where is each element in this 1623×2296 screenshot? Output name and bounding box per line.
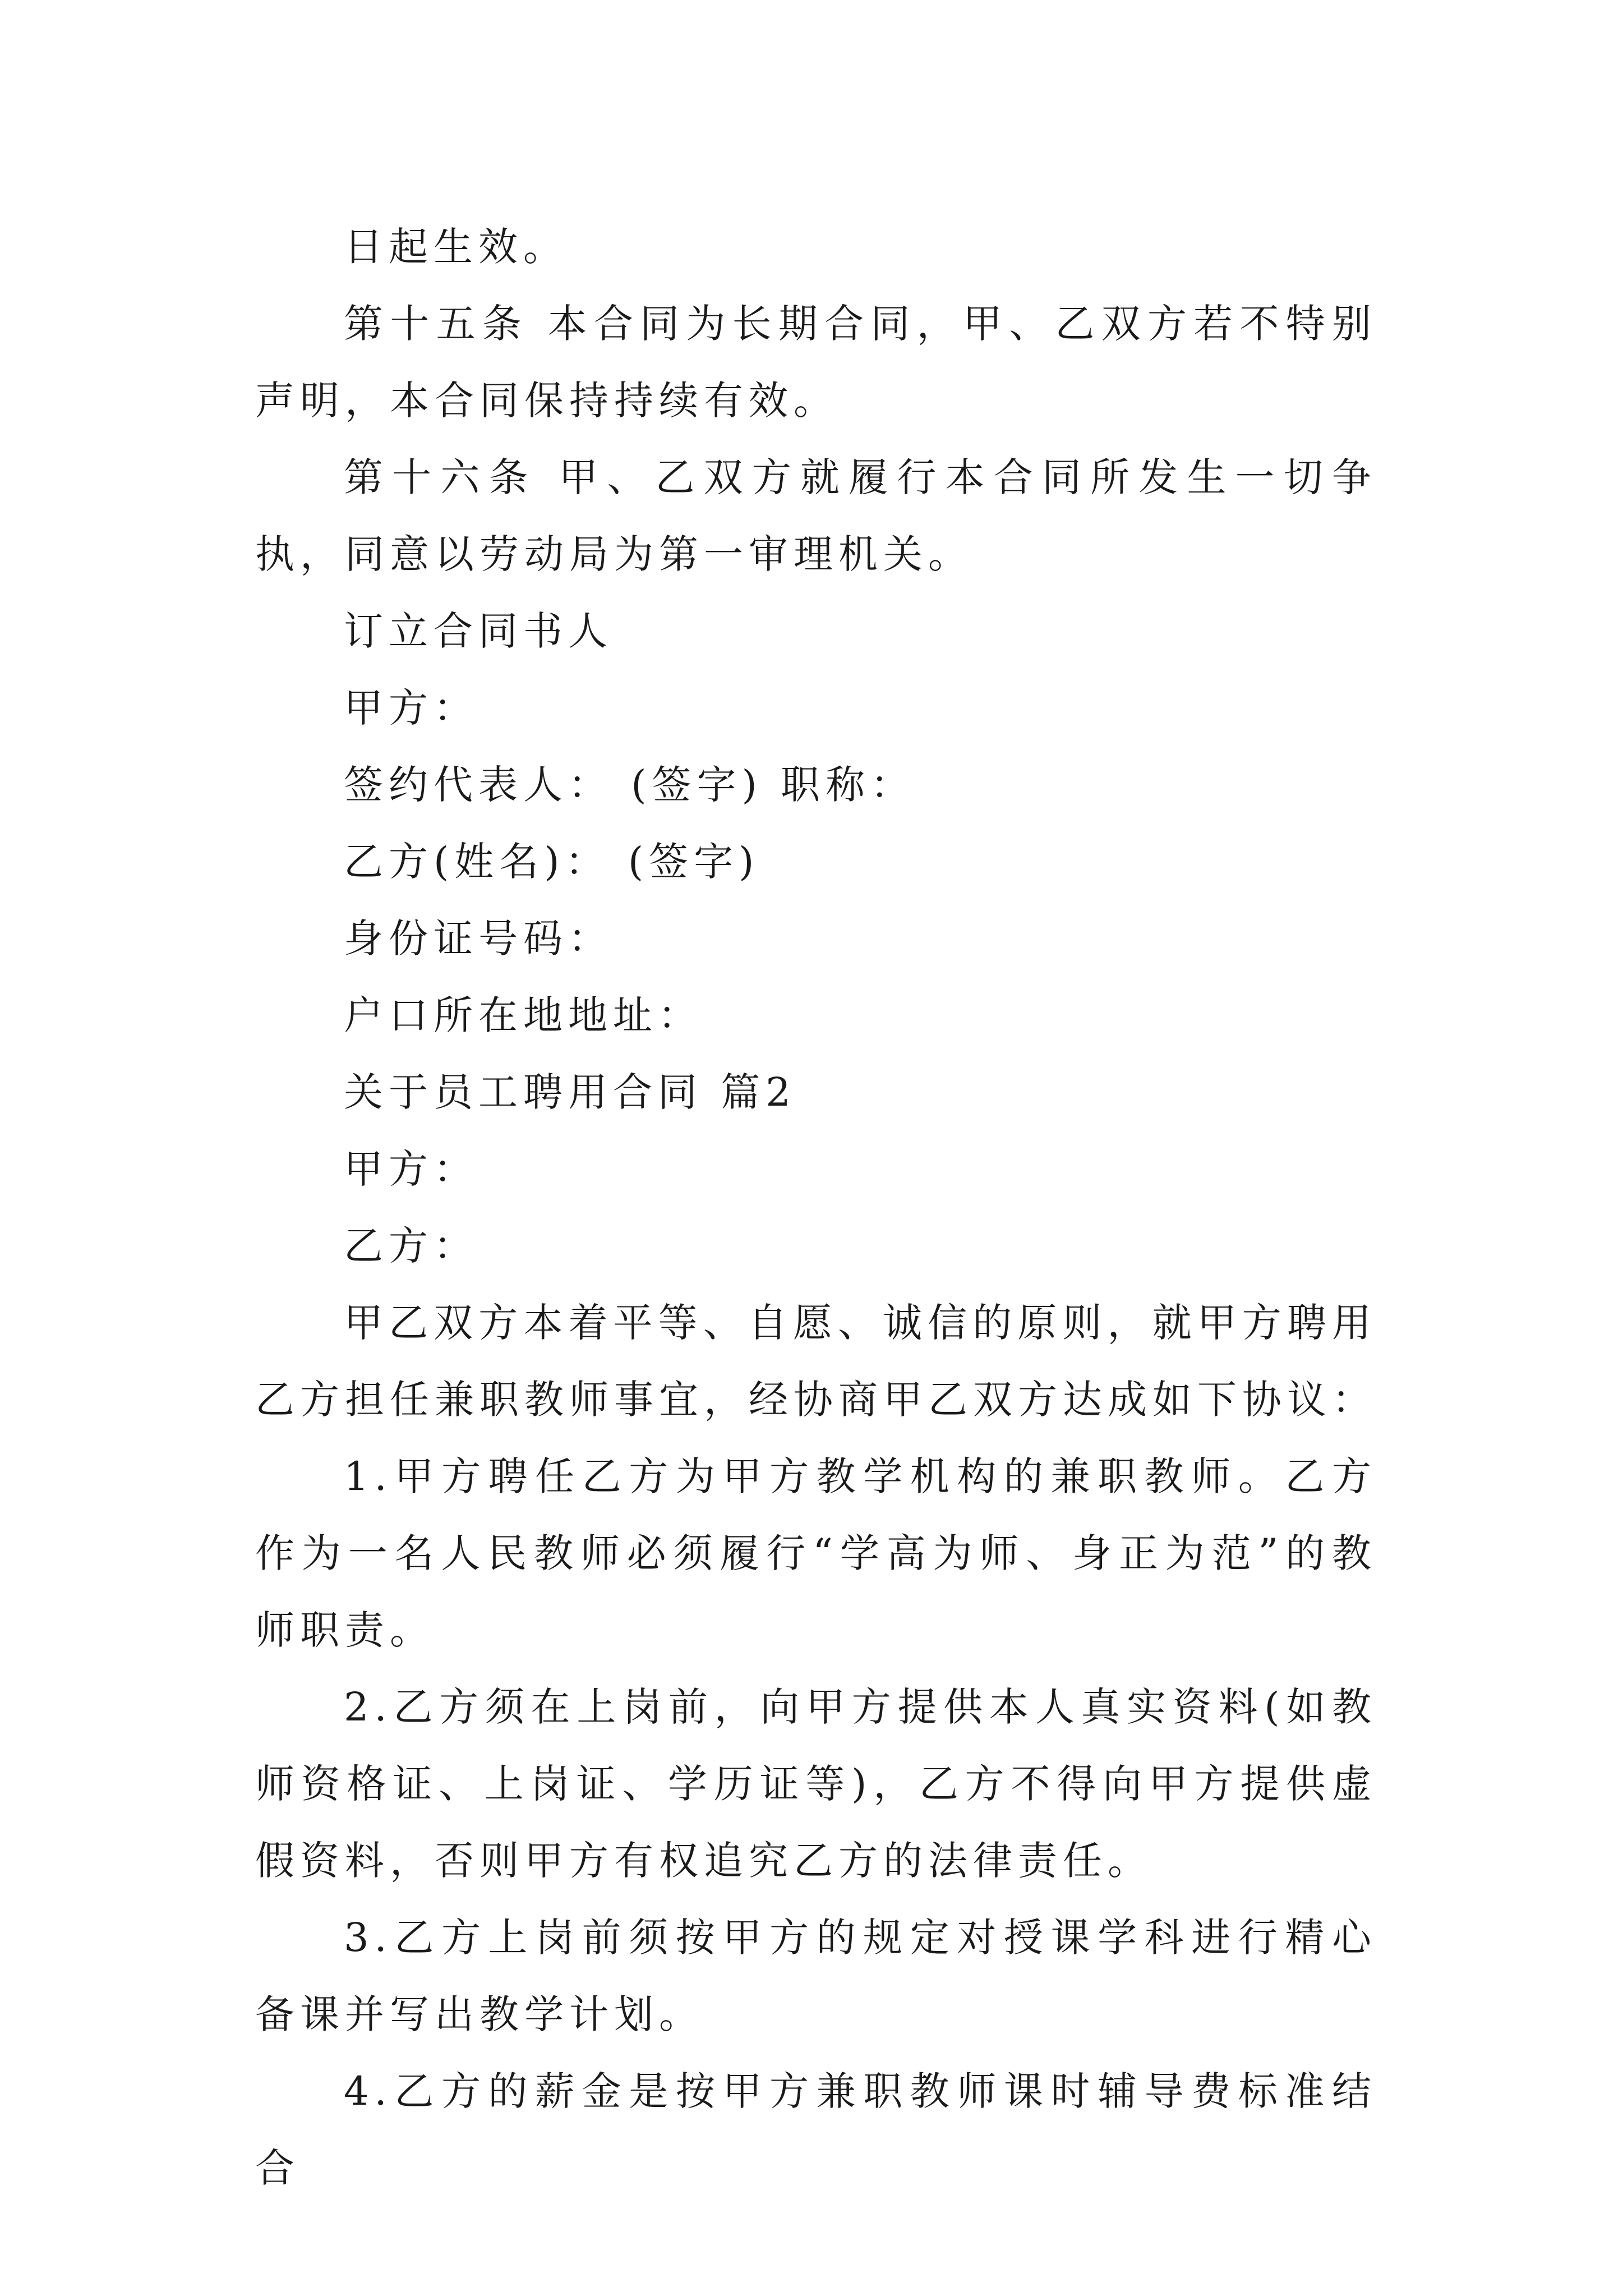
paragraph-preamble: 甲乙双方本着平等、自愿、诚信的原则，就甲方聘用乙方担任兼职教师事宜，经协商甲乙双方达成如下协议： (255, 1300, 1377, 1423)
paragraph-signatories-heading: 订立合同书人 (344, 608, 613, 654)
paragraph-party-a-2: 甲方： (344, 1146, 478, 1192)
paragraph-effective-date: 日起生效。 (344, 224, 568, 270)
paragraph-article-15: 第十五条 本合同为长期合同，甲、乙双方若不特别声明，本合同保持持续有效。 (255, 301, 1377, 424)
document-body (255, 209, 1377, 2207)
paragraph-household-address: 户口所在地地址： (344, 992, 703, 1038)
paragraph-party-b-name: 乙方(姓名)： (签字) (344, 839, 760, 885)
paragraph-section-title: 关于员工聘用合同 篇2 (344, 1069, 796, 1115)
paragraph-party-b-2: 乙方： (344, 1223, 478, 1269)
paragraph-clause-2: 2.乙方须在上岗前，向甲方提供本人真实资料(如教师资格证、上岗证、学历证等)，乙方不得向甲方提供虚假资料，否则甲方有权追究乙方的法律责任。 (255, 1684, 1377, 1884)
paragraph-article-16: 第十六条 甲、乙双方就履行本合同所发生一切争执，同意以劳动局为第一审理机关。 (255, 454, 1377, 577)
paragraph-representative: 签约代表人： (签字) 职称： (344, 762, 916, 808)
paragraph-clause-1: 1.甲方聘任乙方为甲方教学机构的兼职教师。乙方作为一名人民教师必须履行“学高为师、身正为范”的教师职责。 (255, 1453, 1377, 1653)
paragraph-id-number: 身份证号码： (344, 915, 613, 961)
paragraph-clause-3: 3.乙方上岗前须按甲方的规定对授课学科进行精心备课并写出教学计划。 (255, 1915, 1377, 2037)
paragraph-party-a: 甲方： (344, 685, 478, 731)
paragraph-clause-4: 4.乙方的薪金是按甲方兼职教师课时辅导费标准结合 (255, 2068, 1377, 2191)
